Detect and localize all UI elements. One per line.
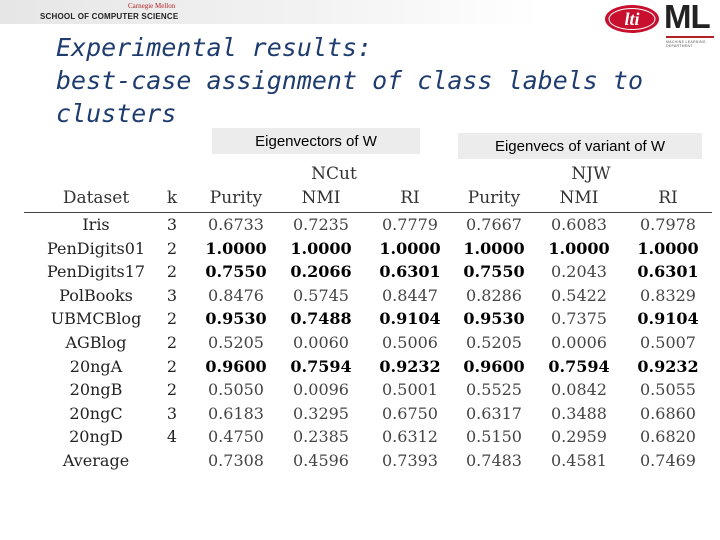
value-cell: 1.0000 — [205, 238, 267, 258]
table-row — [24, 214, 712, 238]
header-rule — [24, 212, 712, 213]
value-cell: 0.5205 — [208, 332, 264, 352]
k-cell: 2 — [166, 309, 178, 329]
value-cell: 0.8286 — [466, 285, 522, 305]
table-row — [24, 403, 712, 427]
column-header: NMI — [559, 188, 599, 208]
dataset-cell: PenDigits17 — [46, 262, 146, 282]
value-cell: 0.6301 — [637, 262, 699, 282]
value-cell: 0.6860 — [640, 403, 696, 423]
value-cell: 0.7308 — [208, 450, 264, 470]
value-cell: 0.7469 — [640, 450, 696, 470]
value-cell: 0.5205 — [466, 332, 522, 352]
value-cell: 0.3488 — [551, 403, 607, 423]
value-cell: 0.2043 — [551, 262, 607, 282]
dataset-cell: 20ngB — [69, 380, 123, 400]
value-cell: 0.4581 — [551, 450, 607, 470]
column-header: NMI — [301, 188, 341, 208]
table-row — [24, 426, 712, 450]
value-cell: 0.5050 — [208, 380, 264, 400]
value-cell: 0.6733 — [208, 215, 264, 234]
value-cell: 0.6750 — [382, 403, 438, 423]
value-cell: 0.4596 — [293, 450, 349, 470]
k-cell: 2 — [166, 262, 178, 282]
value-cell: 0.5745 — [293, 285, 349, 305]
column-header: RI — [658, 188, 678, 208]
column-header: RI — [400, 188, 420, 208]
column-header: Purity — [209, 188, 263, 208]
k-cell: 2 — [166, 332, 178, 352]
value-cell: 1.0000 — [463, 238, 525, 258]
value-cell: 0.6183 — [208, 403, 264, 423]
value-cell: 0.9232 — [379, 356, 441, 376]
table-body — [24, 214, 712, 474]
value-cell: 0.7550 — [463, 262, 525, 282]
lti-logo — [604, 4, 660, 34]
value-cell: 0.5150 — [466, 427, 522, 447]
column-header: k — [166, 188, 178, 208]
value-cell: 0.0006 — [551, 332, 607, 352]
group-label-njw: NJW — [571, 164, 611, 184]
value-cell: 0.9530 — [463, 309, 525, 329]
value-cell: 0.7235 — [293, 215, 349, 234]
school-name: SCHOOL OF COMPUTER SCIENCE — [40, 12, 179, 21]
cmu-org-name: Carnegie Mellon — [128, 2, 176, 10]
dataset-cell: AGBlog — [65, 332, 127, 352]
dataset-cell: 20ngA — [69, 356, 123, 376]
value-cell: 0.9104 — [379, 309, 441, 329]
table-row — [24, 285, 712, 309]
table-row — [24, 379, 712, 403]
value-cell: 0.7667 — [466, 215, 522, 234]
value-cell: 0.6820 — [640, 427, 696, 447]
value-cell: 0.3295 — [293, 403, 349, 423]
k-cell: 3 — [166, 403, 178, 423]
column-header: Purity — [467, 188, 521, 208]
dataset-cell: 20ngD — [69, 427, 123, 447]
table-row — [24, 308, 712, 332]
value-cell: 0.2066 — [290, 262, 352, 282]
value-cell: 0.9232 — [637, 356, 699, 376]
k-cell: 4 — [166, 427, 178, 447]
ml-logo — [664, 2, 716, 46]
table-row — [24, 261, 712, 285]
k-cell: 2 — [166, 380, 178, 400]
value-cell: 0.7375 — [551, 309, 607, 329]
dataset-cell: PolBooks — [59, 285, 133, 305]
value-cell: 0.6301 — [379, 262, 441, 282]
table-row — [24, 332, 712, 356]
value-cell: 0.7393 — [382, 450, 438, 470]
variant-eigenvectors-label: Eigenvecs of variant of W — [458, 133, 702, 159]
value-cell: 0.5525 — [466, 380, 522, 400]
value-cell: 0.8447 — [382, 285, 438, 305]
value-cell: 0.5001 — [382, 380, 438, 400]
value-cell: 0.6312 — [382, 427, 438, 447]
lti-logo-text: lti — [624, 9, 640, 29]
value-cell: 0.7779 — [382, 215, 438, 234]
dataset-cell: 20ngC — [69, 403, 123, 423]
value-cell: 0.0060 — [293, 332, 349, 352]
eigenvectors-label: Eigenvectors of W — [212, 128, 420, 154]
value-cell: 0.6317 — [466, 403, 522, 423]
value-cell: 0.9104 — [637, 309, 699, 329]
value-cell: 0.7594 — [548, 356, 610, 376]
value-cell: 0.7488 — [290, 309, 352, 329]
k-cell: 3 — [166, 215, 178, 234]
table-row — [24, 450, 712, 474]
value-cell: 1.0000 — [637, 238, 699, 258]
table-row — [24, 356, 712, 380]
value-cell: 0.2959 — [551, 427, 607, 447]
value-cell: 0.5006 — [382, 332, 438, 352]
dataset-cell: PenDigits01 — [46, 238, 146, 258]
group-label-ncut: NCut — [311, 164, 357, 184]
ml-logo-bar — [666, 36, 714, 38]
ml-logo-text: ML — [664, 0, 710, 35]
group-header-row — [24, 164, 712, 186]
dataset-cell: Iris — [82, 215, 110, 234]
k-cell: 2 — [166, 238, 178, 258]
table-row — [24, 238, 712, 262]
slide-title: Experimental results: best-case assignment of class labels to clusters — [56, 33, 643, 128]
value-cell: 0.9600 — [463, 356, 525, 376]
value-cell: 0.9530 — [205, 309, 267, 329]
ml-logo-subtitle: MACHINE LEARNING DEPARTMENT — [666, 40, 706, 48]
value-cell: 0.0842 — [551, 380, 607, 400]
value-cell: 0.0096 — [293, 380, 349, 400]
value-cell: 0.7483 — [466, 450, 522, 470]
value-cell: 0.9600 — [205, 356, 267, 376]
value-cell: 0.8329 — [640, 285, 696, 305]
k-cell: 2 — [166, 356, 178, 376]
value-cell: 0.5422 — [551, 285, 607, 305]
value-cell: 0.7594 — [290, 356, 352, 376]
dataset-cell: UBMCBlog — [50, 309, 142, 329]
k-cell: 3 — [166, 285, 178, 305]
column-header-row — [24, 186, 712, 212]
value-cell: 1.0000 — [379, 238, 441, 258]
value-cell: 0.5007 — [640, 332, 696, 352]
value-cell: 0.4750 — [208, 427, 264, 447]
value-cell: 0.2385 — [293, 427, 349, 447]
value-cell: 0.5055 — [640, 380, 696, 400]
value-cell: 1.0000 — [548, 238, 610, 258]
value-cell: 0.7978 — [640, 215, 696, 234]
value-cell: 1.0000 — [290, 238, 352, 258]
column-header: Dataset — [62, 188, 130, 208]
value-cell: 0.7550 — [205, 262, 267, 282]
dataset-cell: Average — [62, 450, 130, 470]
value-cell: 0.6083 — [551, 215, 607, 234]
value-cell: 0.8476 — [208, 285, 264, 305]
